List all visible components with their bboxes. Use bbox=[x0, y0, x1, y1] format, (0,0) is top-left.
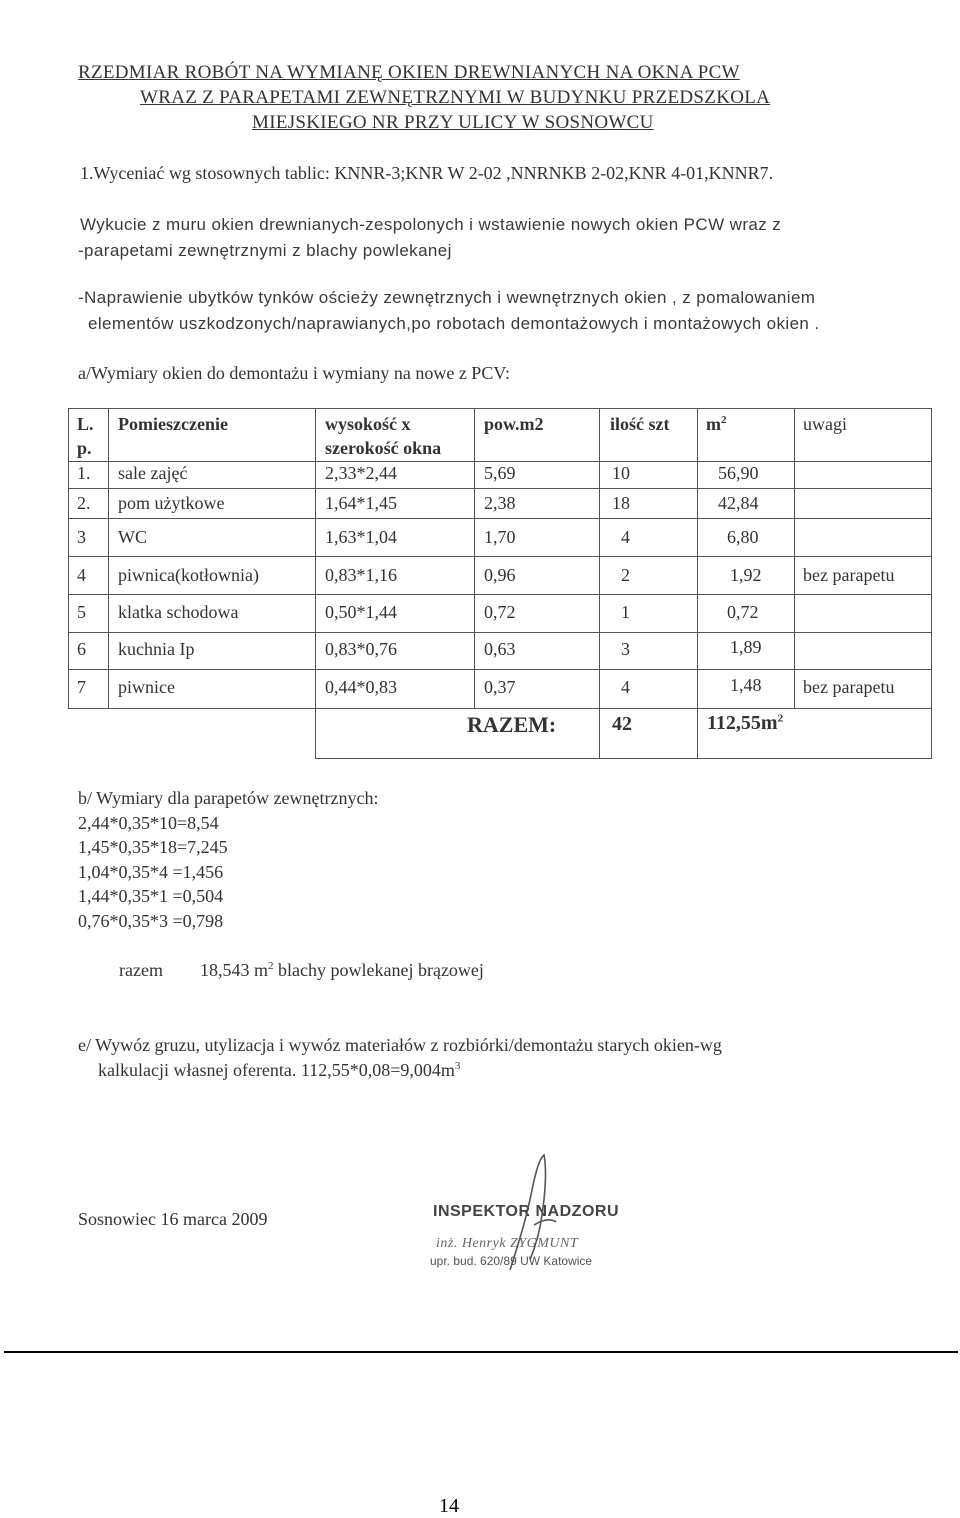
row-notes: bez parapetu bbox=[803, 565, 895, 585]
section-b-calc-line: 0,76*0,35*3 =0,798 bbox=[78, 911, 224, 931]
row-dims: 1,63*1,04 bbox=[325, 527, 397, 547]
row-area: 0,37 bbox=[484, 677, 516, 697]
heading-line-1: RZEDMIAR ROBÓT NA WYMIANĘ OKIEN DREWNIANYCH NA OKNA PCW bbox=[78, 62, 740, 83]
row-lp: 5 bbox=[77, 602, 86, 622]
row-lp: 6 bbox=[77, 639, 86, 659]
page-number: 14 bbox=[439, 1495, 459, 1517]
row-area: 2,38 bbox=[484, 493, 516, 513]
row-lp: 7 bbox=[77, 677, 86, 697]
row-qty: 18 bbox=[612, 493, 630, 513]
row-dims: 1,64*1,45 bbox=[325, 493, 397, 513]
row-room: piwnica(kotłownia) bbox=[118, 565, 259, 585]
scope-paragraph-1-line-1: Wykucie z muru okien drewnianych-zespolonych i wstawienie nowych okien PCW wraz z bbox=[80, 215, 782, 234]
row-lp: 4 bbox=[77, 565, 86, 585]
row-room: piwnice bbox=[118, 677, 175, 697]
row-area: 5,69 bbox=[484, 463, 516, 483]
footer-rule bbox=[4, 1351, 958, 1353]
stamp-line-2: inż. Henryk ZYGMUNT bbox=[436, 1236, 579, 1251]
row-dims: 0,50*1,44 bbox=[325, 602, 397, 622]
section-b-calc-line: 1,04*0,35*4 =1,456 bbox=[78, 862, 224, 882]
row-m2: 56,90 bbox=[718, 463, 759, 483]
row-dims: 0,83*0,76 bbox=[325, 639, 397, 659]
scope-paragraph-2-line-1: -Naprawienie ubytków tynków ościeży zewnętrznych i wewnętrznych okien , z pomalowaniem bbox=[78, 288, 816, 307]
row-room: klatka schodowa bbox=[118, 602, 239, 622]
row-lp: 3 bbox=[77, 527, 86, 547]
stamp-line-1: INSPEKTOR NADZORU bbox=[433, 1203, 619, 1220]
header-dims-1: wysokość x bbox=[325, 414, 411, 434]
row-dims: 2,33*2,44 bbox=[325, 463, 397, 483]
row-qty: 4 bbox=[621, 527, 630, 547]
row-area: 0,72 bbox=[484, 602, 516, 622]
total-qty: 42 bbox=[612, 713, 632, 735]
row-area: 0,96 bbox=[484, 565, 516, 585]
row-qty: 2 bbox=[621, 565, 630, 585]
row-qty: 10 bbox=[612, 463, 630, 483]
scope-paragraph-2-line-2: elementów uszkodzonych/naprawianych,po robotach demontażowych i montażowych okien . bbox=[88, 314, 820, 333]
row-qty: 4 bbox=[621, 677, 630, 697]
row-m2: 0,72 bbox=[727, 602, 759, 622]
place-date: Sosnowiec 16 marca 2009 bbox=[78, 1209, 268, 1229]
header-lp-2: p. bbox=[77, 438, 92, 458]
row-area: 0,63 bbox=[484, 639, 516, 659]
section-b-title: b/ Wymiary dla parapetów zewnętrznych: bbox=[78, 788, 379, 808]
heading-line-2: WRAZ Z PARAPETAMI ZEWNĘTRZNYMI W BUDYNKU PRZEDSZKOLA bbox=[140, 87, 771, 108]
row-m2: 1,92 bbox=[730, 565, 762, 585]
signature bbox=[490, 1150, 570, 1280]
row-m2: 1,89 bbox=[730, 637, 762, 657]
section-e-line-2: kalkulacji własnej oferenta. $112,55*0,08=9,004m^3$ bbox=[98, 1060, 461, 1080]
pricing-basis: 1.Wyceniać wg stosownych tablic: KNNR-3;KNR W 2-02 ,NNRNKB 2-02,KNR 4-01,KNNR7. bbox=[80, 163, 774, 183]
row-qty: 1 bbox=[621, 602, 630, 622]
header-notes: uwagi bbox=[803, 414, 847, 434]
header-m2: $m^2$ bbox=[706, 414, 727, 434]
row-m2: 6,80 bbox=[727, 527, 759, 547]
header-lp-1: L. bbox=[77, 414, 94, 434]
row-lp: 1. bbox=[77, 463, 91, 483]
section-a-title: a/Wymiary okien do demontażu i wymiany na nowe z PCV: bbox=[78, 363, 510, 383]
total-label: RAZEM: bbox=[467, 712, 557, 737]
row-room: WC bbox=[118, 527, 147, 547]
header-area: pow.m2 bbox=[484, 414, 544, 434]
row-area: 1,70 bbox=[484, 527, 516, 547]
row-lp: 2. bbox=[77, 493, 91, 513]
section-b-calc-line: 1,45*0,35*18=7,245 bbox=[78, 837, 228, 857]
stamp-line-3: upr. bud. 620/89 UW Katowice bbox=[430, 1254, 593, 1268]
heading-line-3: MIEJSKIEGO NR PRZY ULICY W SOSNOWCU bbox=[252, 112, 654, 133]
section-b-calc-line: 2,44*0,35*10=8,54 bbox=[78, 813, 219, 833]
row-dims: 0,44*0,83 bbox=[325, 677, 397, 697]
row-notes: bez parapetu bbox=[803, 677, 895, 697]
section-b-sum-label: razem bbox=[119, 960, 163, 980]
header-room: Pomieszczenie bbox=[118, 414, 228, 434]
row-room: pom użytkowe bbox=[118, 493, 225, 513]
row-dims: 0,83*1,16 bbox=[325, 565, 397, 585]
header-qty: ilość szt bbox=[610, 414, 670, 434]
total-m2: $112,55m^2$ bbox=[707, 712, 784, 734]
row-room: sale zajęć bbox=[118, 463, 188, 483]
row-m2: 1,48 bbox=[730, 675, 762, 695]
scope-paragraph-1-line-2: -parapetami zewnętrznymi z blachy powlekanej bbox=[78, 241, 452, 260]
row-m2: 42,84 bbox=[718, 493, 759, 513]
section-b-calc-line: 1,44*0,35*1 =0,504 bbox=[78, 886, 224, 906]
header-dims-2: szerokość okna bbox=[325, 438, 442, 458]
section-b-sum: 18,543 $m^2$ blachy powlekanej brązowej bbox=[200, 960, 484, 980]
section-e-line-1: e/ Wywóz gruzu, utylizacja i wywóz materiałów z rozbiórki/demontażu starych okien-wg bbox=[78, 1035, 722, 1055]
row-qty: 3 bbox=[621, 639, 630, 659]
row-room: kuchnia Ip bbox=[118, 639, 195, 659]
